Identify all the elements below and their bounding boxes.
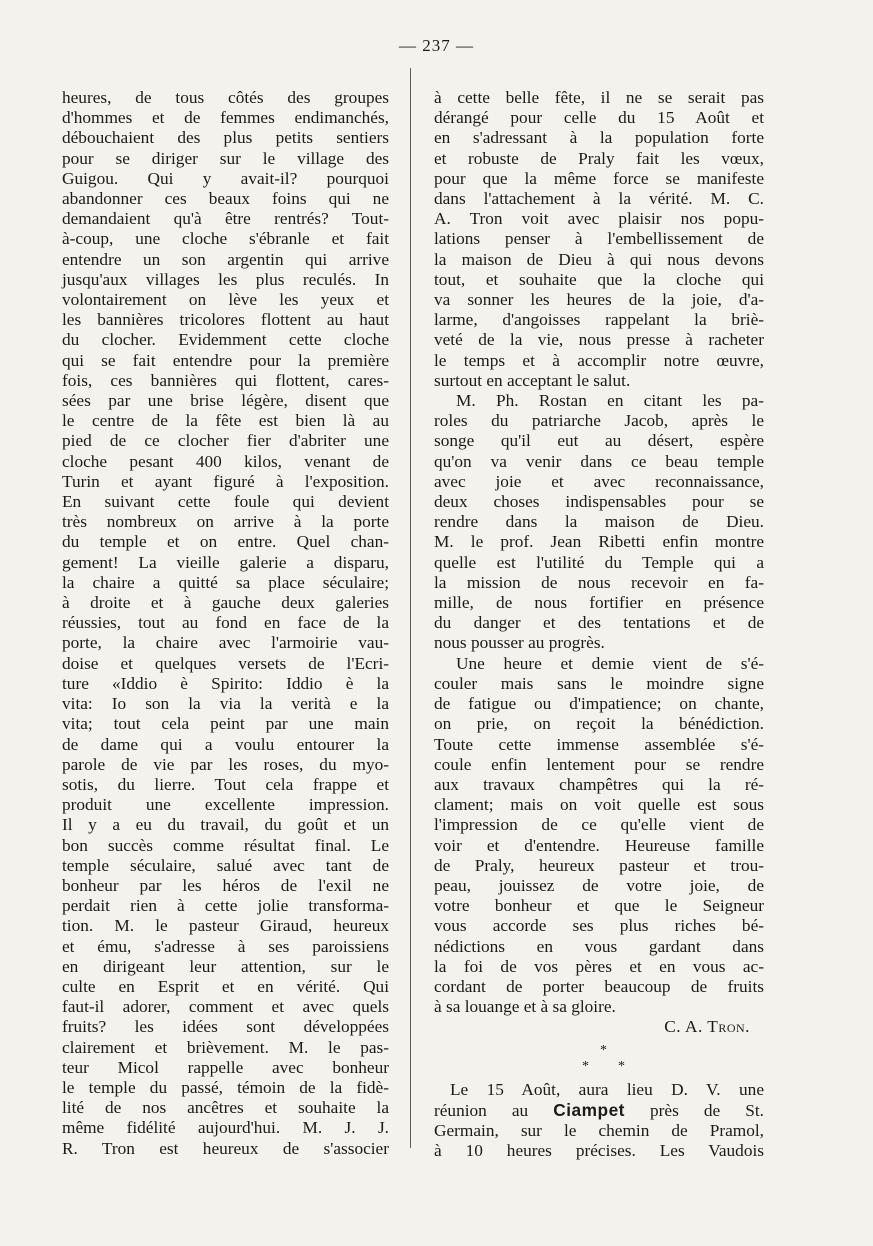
text-line: roles du patriarche Jacob, après le [434, 411, 764, 431]
text-line: temple séculaire, salué avec tant de [62, 855, 389, 875]
right-column-paragraph-2 [434, 391, 764, 654]
text-line: et ému, s'adresse à ses paroissiens [62, 936, 389, 956]
text-line: demandaient qu'à être rentrés? Tout- [62, 209, 389, 229]
text-line: à sa louange et à sa gloire. [434, 997, 616, 1017]
text-line: entendre un son argentin qui arrive [62, 249, 389, 269]
text-line: aux travaux champêtres qui la ré- [434, 774, 764, 794]
text-line: nédictions en vous gardant dans [434, 936, 764, 956]
text-line: parole de vie par les roses, du myo- [62, 754, 389, 774]
column-divider [410, 68, 411, 1148]
text-line: heures, de tous côtés des groupes [62, 88, 389, 107]
notice-line [434, 1100, 764, 1121]
text-line: surtout en acceptant le salut. [434, 370, 631, 390]
text-line: pied de ce clocher fier d'abriter une [62, 431, 389, 451]
text-line: du temple et on entre. Quel chan- [62, 532, 389, 552]
notice-text: réunion au [434, 1100, 529, 1120]
text-line: M. Ph. Rostan en citant les pa- [456, 391, 764, 411]
text-line: du danger et des tentations et de [434, 613, 764, 633]
text-line: coule enfin lentement pour se rendre [434, 754, 764, 774]
text-line: à cette belle fête, il ne se serait pas [434, 88, 764, 107]
text-line: larme, d'angoisses rappelant la briè- [434, 310, 764, 330]
text-line: jusqu'aux villages les plus reculés. In [62, 269, 389, 289]
right-column-paragraph-3 [434, 654, 764, 1018]
text-line: songe qu'il eut au désert, espère [434, 431, 764, 451]
page-number: — 237 — [399, 36, 474, 55]
text-line: nous pousser au progrès. [434, 633, 605, 653]
text-line: teur Micol rappelle avec bonheur [62, 1057, 389, 1077]
text-line: avec joie et avec reconnaissance, [434, 471, 764, 491]
text-line: réussies, tout au fond en face de la [62, 613, 389, 633]
text-line: vous accorde ses plus riches bé- [434, 916, 764, 936]
text-line: couler mais sans le moindre signe [434, 673, 764, 693]
text-line: la foi de vos pères et en vous ac- [434, 956, 764, 976]
text-line: Une heure et demie vient de s'é- [456, 653, 764, 673]
asterism-star-1: * [600, 1042, 607, 1058]
text-line: vita: Io son la via la verità e la [62, 694, 389, 714]
text-line: culte en Esprit et en vérité. Qui [62, 976, 389, 996]
text-line: sées par une brise légère, disent que [62, 391, 389, 411]
text-line: perdait rien à cette jolie transforma- [62, 896, 389, 916]
text-line: veté de la vie, nous presse à racheter [434, 330, 764, 350]
asterism-star-2: * [582, 1058, 589, 1074]
text-line: M. le prof. Jean Ribetti enfin montre [434, 532, 764, 552]
text-line: lité de nos ancêtres et souhaite la [62, 1098, 389, 1118]
signature: C. A. Tron. [664, 1017, 750, 1037]
text-line: on prie, on reçoit la bénédiction. [434, 714, 764, 734]
text-line: même fidélité aujourd'hui. M. J. J. [62, 1118, 389, 1138]
text-line: En suivant cette foule qui devient [62, 492, 389, 512]
left-column-text [62, 88, 389, 1159]
text-line: Guigou. Qui y avait-il? pourquoi [62, 168, 389, 188]
text-line: votre bonheur et que le Seigneur [434, 896, 764, 916]
text-line: fruits? les idées sont développées [62, 1017, 389, 1037]
text-line: vita; tout cela peint par une main [62, 714, 389, 734]
text-line: porte, la chaire avec l'armoirie vau- [62, 633, 389, 653]
text-line: la mission de nous recevoir en fa- [434, 572, 764, 592]
text-line: Toute cette immense assemblée s'é- [434, 734, 764, 754]
text-line: tout, et souhaite que la cloche qui [434, 269, 764, 289]
text-line: mille, de nous fortifier en présence [434, 593, 764, 613]
left-column [62, 88, 389, 1159]
asterism-star-3: * [618, 1058, 625, 1074]
text-line: le centre de la fête est bien là au [62, 411, 389, 431]
text-line: A. Tron voit avec plaisir nos popu- [434, 209, 764, 229]
text-line: à droite et à gauche deux galeries [62, 593, 389, 613]
notice-line: Le 15 Août, aura lieu D. V. une [450, 1079, 764, 1099]
text-line: produit une excellente impression. [62, 795, 389, 815]
text-line: sotis, du lierre. Tout cela frappe et [62, 774, 389, 794]
text-line: va sonner les heures de la joie, d'a- [434, 290, 764, 310]
text-line: gement! La vieille galerie a disparu, [62, 552, 389, 572]
asterism [434, 1042, 764, 1080]
text-line: faut-il adorer, comment et avec quels [62, 997, 389, 1017]
text-line: pour que la même force se manifeste [434, 168, 764, 188]
text-line: tion. M. le pasteur Giraud, heureux [62, 916, 389, 936]
text-line: peau, jouissez de votre joie, de [434, 875, 764, 895]
text-line: l'impression de ce qu'elle vient de [434, 815, 764, 835]
text-line: cloche pesant 400 kilos, venant de [62, 451, 389, 471]
text-line: en dirigeant leur attention, sur le [62, 956, 389, 976]
text-line: dérangé pour celle du 15 Août et [434, 108, 764, 128]
text-line: clament; mais on voit quelle est sous [434, 795, 764, 815]
text-line: la chaire a quitté sa place séculaire; [62, 572, 389, 592]
text-line: cordant de porter beaucoup de fruits [434, 976, 764, 996]
text-line: quelle est l'utilité du Temple qui a [434, 552, 764, 572]
notice-paragraph [434, 1080, 764, 1162]
text-line: et robuste de Praly fait les vœux, [434, 148, 764, 168]
text-line: qu'on va venir dans ce beau temple [434, 451, 764, 471]
text-line: abandonner ces beaux foins qui ne [62, 189, 389, 209]
text-line: les bannières tricolores flottent au haut [62, 310, 389, 330]
text-line: à-coup, une cloche s'ébranle et fait [62, 229, 389, 249]
text-line: de fatigue ou d'impatience; on chante, [434, 694, 764, 714]
text-line: la maison de Dieu à qui nous devons [434, 249, 764, 269]
notice-line: Germain, sur le chemin de Pramol, [434, 1120, 764, 1140]
text-line: le temps et à accomplir notre œuvre, [434, 350, 764, 370]
right-column-paragraph-1 [434, 88, 764, 391]
text-line: du clocher. Evidemment cette cloche [62, 330, 389, 350]
text-line: ture «Iddio è Spirito: Iddio è la [62, 673, 389, 693]
text-line: bonheur par les héros de l'exil ne [62, 875, 389, 895]
text-line: bon succès comme résultat final. Le [62, 835, 389, 855]
text-line: doise et quelques versets de l'Ecri- [62, 653, 389, 673]
text-line: lations penser à l'embellissement de [434, 229, 764, 249]
text-line: R. Tron est heureux de s'associer [62, 1138, 389, 1158]
text-line: de Praly, heureux pasteur et trou- [434, 855, 764, 875]
text-line: en s'adressant à la population forte [434, 128, 764, 148]
text-line: le temple du passé, témoin de la fidè- [62, 1077, 389, 1097]
text-line: très nombreux on arrive à la porte [62, 512, 389, 532]
text-line: rendre dans la maison de Dieu. [434, 512, 764, 532]
text-line: pour se diriger sur le village des [62, 148, 389, 168]
text-line: débouchaient des plus petits sentiers [62, 128, 389, 148]
text-line: deux choses indispensables pour se [434, 492, 764, 512]
text-line: de dame qui a voulu entourer la [62, 734, 389, 754]
text-line: d'hommes et de femmes endimanchés, [62, 108, 389, 128]
text-line: voir et d'entendre. Heureuse famille [434, 835, 764, 855]
notice-line: à 10 heures précises. Les Vaudois [434, 1141, 764, 1161]
text-line: Turin et ayant figuré à l'exposition. [62, 471, 389, 491]
text-line: volontairement on lève les yeux et [62, 290, 389, 310]
place-name: Ciampet [553, 1099, 625, 1120]
text-line: dans l'attachement à la vérité. M. C. [434, 189, 764, 209]
notice-text: près de St. [650, 1100, 764, 1120]
right-column [434, 88, 764, 1161]
text-line: Il y a eu du travail, du goût et un [62, 815, 389, 835]
text-line: clairement et brièvement. M. le pas- [62, 1037, 389, 1057]
text-line: qui se fait entendre pour la première [62, 350, 389, 370]
text-line: fois, ces bannières qui flottent, cares- [62, 370, 389, 390]
